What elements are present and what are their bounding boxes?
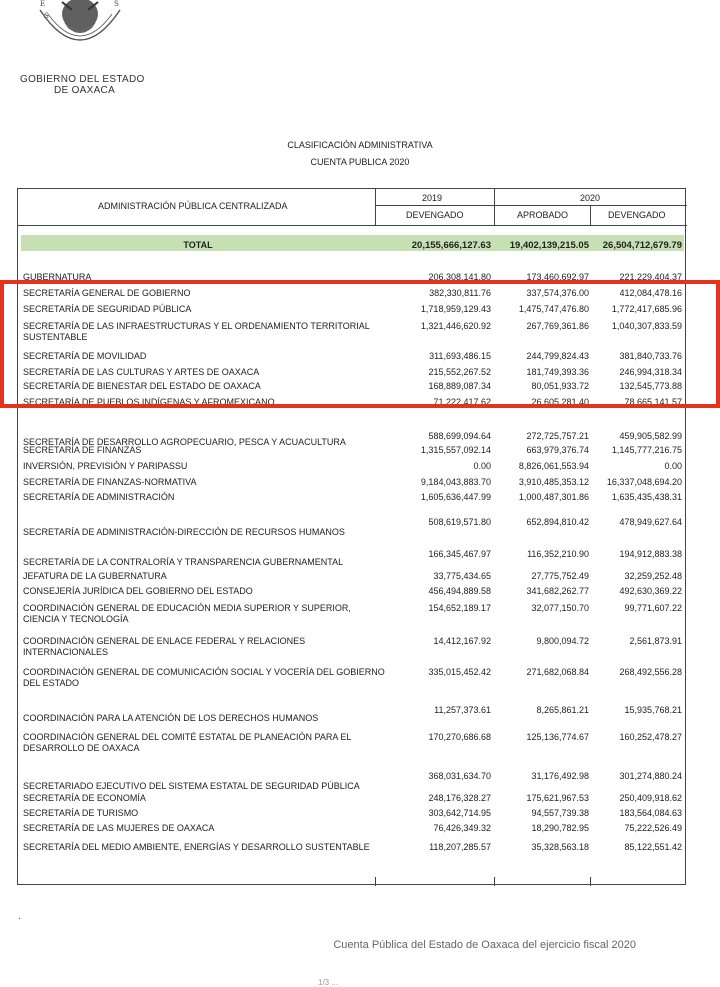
row-aprobado-2020: 271,682,068.84 [526,667,589,677]
row-devengado-2019: 508,619,571.80 [428,517,491,527]
row-devengado-2019: 14,412,167.92 [433,636,491,646]
footer-text: Cuenta Pública del Estado de Oaxaca del ejercicio fiscal 2020 [333,939,636,951]
row-devengado-2019: 166,345,467.97 [428,549,491,559]
row-aprobado-2020: 27,775,752.49 [531,571,589,581]
row-aprobado-2020: 175,621,967.53 [526,793,589,803]
row-devengado-2019: 335,015,452.42 [428,667,491,677]
row-aprobado-2020: 173,460,692.97 [526,272,589,282]
row-entity-name: SECRETARÍA DE FINANZAS [23,445,142,455]
col-aprobado-2020: APROBADO [517,210,569,220]
row-devengado-2020: 183,564,084.63 [619,808,682,818]
row-devengado-2020: 268,492,556.28 [619,667,682,677]
row-devengado-2020: 492,630,369.22 [619,586,682,596]
row-aprobado-2020: 116,352,210.90 [527,549,589,559]
row-aprobado-2020: 9,800,094.72 [536,636,589,646]
row-entity-name: COORDINACIÓN GENERAL DEL COMITÉ ESTATAL DE PLANEACIÓN PARA EL DESARROLLO DE OAXACA [23,732,352,753]
gov-line-2: DE OAXACA [54,85,116,96]
row-entity-name: SECRETARÍA DE DESARROLLO AGROPECUARIO, PESCA Y ACUACULTURA [23,437,346,447]
row-devengado-2019: 206,308,141.80 [428,272,491,282]
row-devengado-2020: 1,772,417,685.96 [611,304,682,314]
row-entity-name: SECRETARIADO EJECUTIVO DEL SISTEMA ESTATAL DE SEGURIDAD PÚBLICA [23,781,360,791]
row-devengado-2019: 311,693,486.15 [429,351,491,361]
row-aprobado-2020: 94,557,739.38 [531,808,589,818]
row-entity-name: SECRETARÍA DE PUEBLOS INDÍGENAS Y AFROMEXICANO [23,397,275,407]
total-label: TOTAL [183,240,213,250]
row-aprobado-2020: 1,000,487,301.86 [518,492,589,502]
row-aprobado-2020: 652,894,810.42 [526,517,589,527]
total-devengado-2019: 20,155,666,127.63 [411,240,491,251]
row-devengado-2020: 412,084,478.16 [619,288,682,298]
row-devengado-2019: 76,426,349.32 [433,823,491,833]
row-devengado-2020: 459,905,582.99 [619,431,682,441]
row-devengado-2020: 85,122,551.42 [624,842,682,852]
page-fragment: 1/3 ... [318,978,339,987]
row-devengado-2020: 78,665,141.57 [624,397,682,407]
row-entity-name: COORDINACIÓN PARA LA ATENCIÓN DE LOS DERECHOS HUMANOS [23,713,319,723]
row-devengado-2019: 303,642,714.95 [428,808,491,818]
row-devengado-2020: 0.00 [664,461,682,471]
col-devengado-2019: DEVENGADO [406,210,464,220]
row-entity-name: INVERSIÓN, PREVISIÓN Y PARIPASSU [23,461,188,471]
row-devengado-2020: 132,545,773.88 [619,381,682,391]
svg-text:E: E [40,0,46,8]
row-devengado-2020: 194,912,883.38 [619,549,682,559]
gov-line-1: GOBIERNO DEL ESTADO [20,74,145,85]
row-devengado-2020: 1,040,307,833.59 [611,321,682,331]
row-aprobado-2020: 32,077,150.70 [531,603,589,613]
row-devengado-2019: 382,330,811.76 [429,288,491,298]
year-2020-header: 2020 [580,193,601,203]
row-entity-name: SECRETARÍA DE ADMINISTRACIÓN [23,492,175,502]
row-entity-name: SECRETARÍA GENERAL DE GOBIERNO [23,288,191,298]
col-devengado-2020: DEVENGADO [608,210,666,220]
svg-text:S: S [44,12,49,20]
row-entity-name: JEFATURA DE LA GUBERNATURA [23,571,167,581]
year-2019-header: 2019 [422,193,443,203]
row-devengado-2019: 154,652,189.17 [428,603,491,613]
row-aprobado-2020: 8,826,061,553.94 [518,461,589,471]
footer-mark: . [18,911,21,922]
row-devengado-2020: 32,259,252.48 [624,571,682,581]
row-devengado-2019: 11,257,373.61 [434,705,491,715]
row-entity-name: COORDINACIÓN GENERAL DE EDUCACIÓN MEDIA SUPERIOR Y SUPERIOR, CIENCIA Y TECNOLOGÍA [23,603,351,624]
row-aprobado-2020: 663,979,376.74 [526,445,589,455]
row-devengado-2020: 16,337,048,694.20 [606,477,682,487]
total-aprobado-2020: 19,402,139,215.05 [509,240,589,251]
row-entity-name: SECRETARÍA DE LAS CULTURAS Y ARTES DE OAXACA [23,367,260,377]
row-entity-name: SECRETARÍA DE ECONOMÍA [23,793,146,803]
row-entity-name: SECRETARÍA DE BIENESTAR DEL ESTADO DE OAXACA [23,381,261,391]
row-entity-name: SECRETARÍA DE ADMINISTRACIÓN-DIRECCIÓN DE RECURSOS HUMANOS [23,527,345,537]
row-devengado-2020: 1,635,435,438.31 [611,492,682,502]
row-devengado-2020: 15,935,768.21 [624,705,682,715]
row-entity-name: SECRETARÍA DE TURISMO [23,808,139,818]
row-aprobado-2020: 272,725,757.21 [526,431,589,441]
row-devengado-2019: 1,321,446,620.92 [420,321,491,331]
row-aprobado-2020: 337,574,376.00 [526,288,589,298]
row-devengado-2020: 99,771,607.22 [624,603,682,613]
row-devengado-2020: 246,994,318.34 [619,367,682,377]
row-devengado-2019: 215,552,267.52 [428,367,491,377]
row-entity-name: SECRETARÍA DE LA CONTRALORÍA Y TRANSPARENCIA GUBERNAMENTAL [23,557,344,567]
row-devengado-2019: 248,176,328.27 [428,793,491,803]
row-devengado-2020: 250,409,918.62 [619,793,682,803]
state-seal-logo [34,0,126,62]
row-devengado-2019: 0.00 [473,461,491,471]
row-entity-name: GUBERNATURA [23,272,92,282]
row-entity-name: SECRETARÍA DE LAS INFRAESTRUCTURAS Y EL ORDENAMIENTO TERRITORIAL SUSTENTABLE [23,321,370,342]
row-devengado-2020: 221,229,404.37 [619,272,682,282]
row-devengado-2020: 160,252,478.27 [619,732,682,742]
row-devengado-2019: 71,222,417.62 [433,397,491,407]
row-entity-name: COORDINACIÓN GENERAL DE ENLACE FEDERAL Y RELACIONES INTERNACIONALES [23,636,306,657]
row-devengado-2020: 301,274,880.24 [619,771,682,781]
row-aprobado-2020: 18,290,782.95 [531,823,589,833]
row-aprobado-2020: 31,176,492.98 [531,771,589,781]
report-subtitle: CUENTA PUBLICA 2020 [310,157,410,167]
row-aprobado-2020: 244,799,824.43 [526,351,589,361]
row-aprobado-2020: 181,749,393.36 [526,367,589,377]
row-aprobado-2020: 26,605,281.40 [531,397,589,407]
row-devengado-2020: 2,561,873.91 [629,636,682,646]
row-devengado-2019: 1,718,959,129.43 [420,304,491,314]
row-devengado-2019: 368,031,634.70 [428,771,491,781]
row-aprobado-2020: 8,265,861.21 [536,705,589,715]
row-devengado-2019: 168,889,087.34 [428,381,491,391]
row-aprobado-2020: 125,136,774.67 [526,732,589,742]
row-entity-name: SECRETARÍA DE FINANZAS-NORMATIVA [23,477,197,487]
row-devengado-2019: 9,184,043,883.70 [420,477,491,487]
row-devengado-2020: 381,840,733.76 [619,351,682,361]
row-devengado-2019: 33,775,434.65 [433,571,491,581]
government-name [20,74,145,96]
row-entity-name: SECRETARÍA DE SEGURIDAD PÚBLICA [23,304,192,314]
row-aprobado-2020: 267,769,361.86 [526,321,589,331]
row-aprobado-2020: 1,475,747,476.80 [518,304,589,314]
row-devengado-2019: 170,270,686.68 [428,732,491,742]
svg-text:S: S [114,0,119,8]
row-aprobado-2020: 3,910,485,353.12 [518,477,589,487]
row-entity-name: COORDINACIÓN GENERAL DE COMUNICACIÓN SOCIAL Y VOCERÍA DEL GOBIERNO DEL ESTADO [23,667,385,688]
row-aprobado-2020: 80,051,933.72 [531,381,589,391]
row-devengado-2019: 118,207,285.57 [429,842,491,852]
row-entity-name: SECRETARÍA DE LAS MUJERES DE OAXACA [23,823,215,833]
row-devengado-2019: 1,315,557,092.14 [420,445,491,455]
row-devengado-2020: 478,949,627.64 [619,517,682,527]
section-header: ADMINISTRACIÓN PÚBLICA CENTRALIZADA [98,201,288,211]
row-devengado-2020: 75,222,526.49 [624,823,682,833]
highlight-box [0,280,720,408]
report-title: CLASIFICACIÓN ADMINISTRATIVA [287,140,433,150]
row-aprobado-2020: 341,682,262.77 [526,586,589,596]
row-devengado-2019: 588,699,094.64 [428,431,491,441]
total-devengado-2020: 26,504,712,679.79 [602,240,682,251]
row-devengado-2020: 1,145,777,216.75 [611,445,682,455]
row-devengado-2019: 456,494,889.58 [428,586,491,596]
row-aprobado-2020: 35,328,563.18 [531,842,589,852]
row-entity-name: SECRETARÍA DE MOVILIDAD [23,351,147,361]
row-entity-name: CONSEJERÍA JURÍDICA DEL GOBIERNO DEL ESTADO [23,586,253,596]
row-entity-name: SECRETARÍA DEL MEDIO AMBIENTE, ENERGÍAS Y DESARROLLO SUSTENTABLE [23,842,370,852]
row-devengado-2019: 1,605,636,447.99 [420,492,491,502]
